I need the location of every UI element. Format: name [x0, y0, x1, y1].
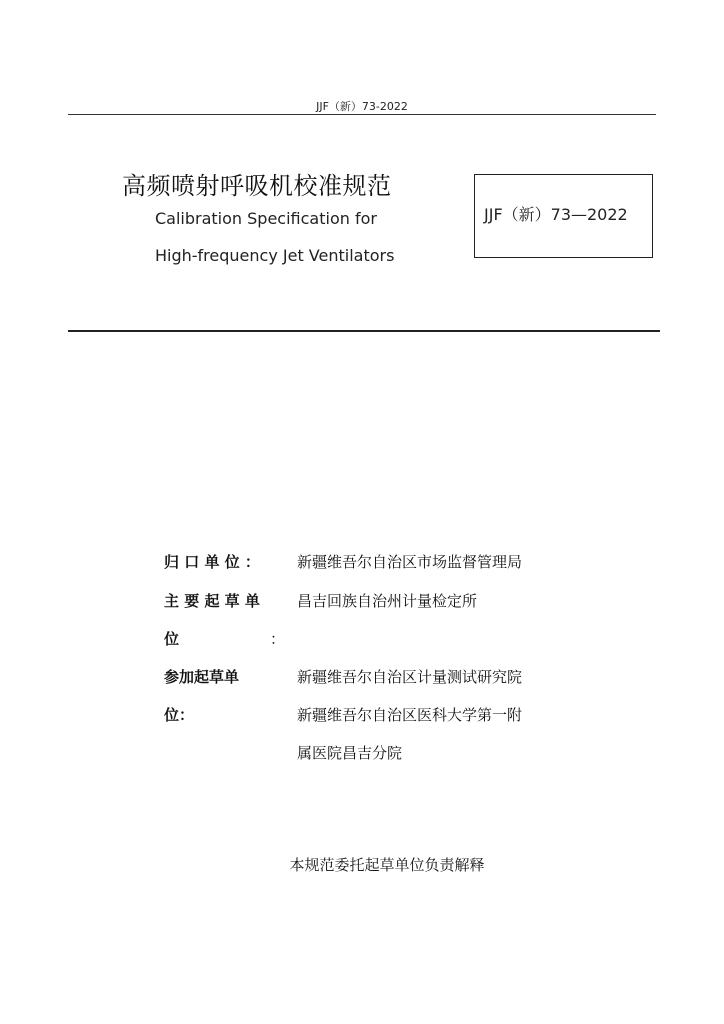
header-divider: [68, 114, 656, 115]
drafter-label-line1-text: 主 要 起 草 单: [164, 592, 260, 610]
code-box-text: JJF（新）73—2022: [484, 205, 628, 224]
drafter-label-line1: [164, 590, 260, 611]
responsible-unit-value: 新疆维吾尔自治区市场监督管理局: [297, 553, 523, 571]
title-chinese: 高频喷射呼吸机校准规范: [122, 172, 392, 200]
title-divider: [68, 330, 660, 332]
drafter-label-line2-b: ：: [270, 630, 286, 648]
participant-value-1: 新疆维吾尔自治区计量测试研究院: [297, 668, 523, 686]
title-english-line1: Calibration Specification for: [155, 209, 377, 228]
participant-label-line2-text: 位：: [164, 706, 195, 724]
participant-value-2-line2: 属医院昌吉分院: [297, 744, 403, 762]
drafter-label-line2-colon: [270, 628, 285, 649]
participant-value-2-line1: 新疆维吾尔自治区医科大学第一附: [297, 706, 523, 724]
drafter-label-line2-a: 位: [164, 630, 180, 648]
drafter-label-line2: [164, 628, 179, 649]
title-english-line2: High-frequency Jet Ventilators: [155, 246, 395, 265]
participant-label-line1-text: 参加起草单: [164, 668, 240, 686]
drafter-value: 昌吉回族自治州计量检定所: [297, 592, 478, 610]
interpretation-note: 本规范委托起草单位负责解释: [289, 856, 485, 874]
participant-label-line2: [164, 704, 194, 725]
responsible-unit-label-text: 归 口 单 位 ：: [164, 553, 260, 571]
header-code: JJF（新）73-2022: [316, 100, 408, 113]
responsible-unit-label: [164, 551, 260, 572]
participant-label-line1: [164, 666, 239, 687]
